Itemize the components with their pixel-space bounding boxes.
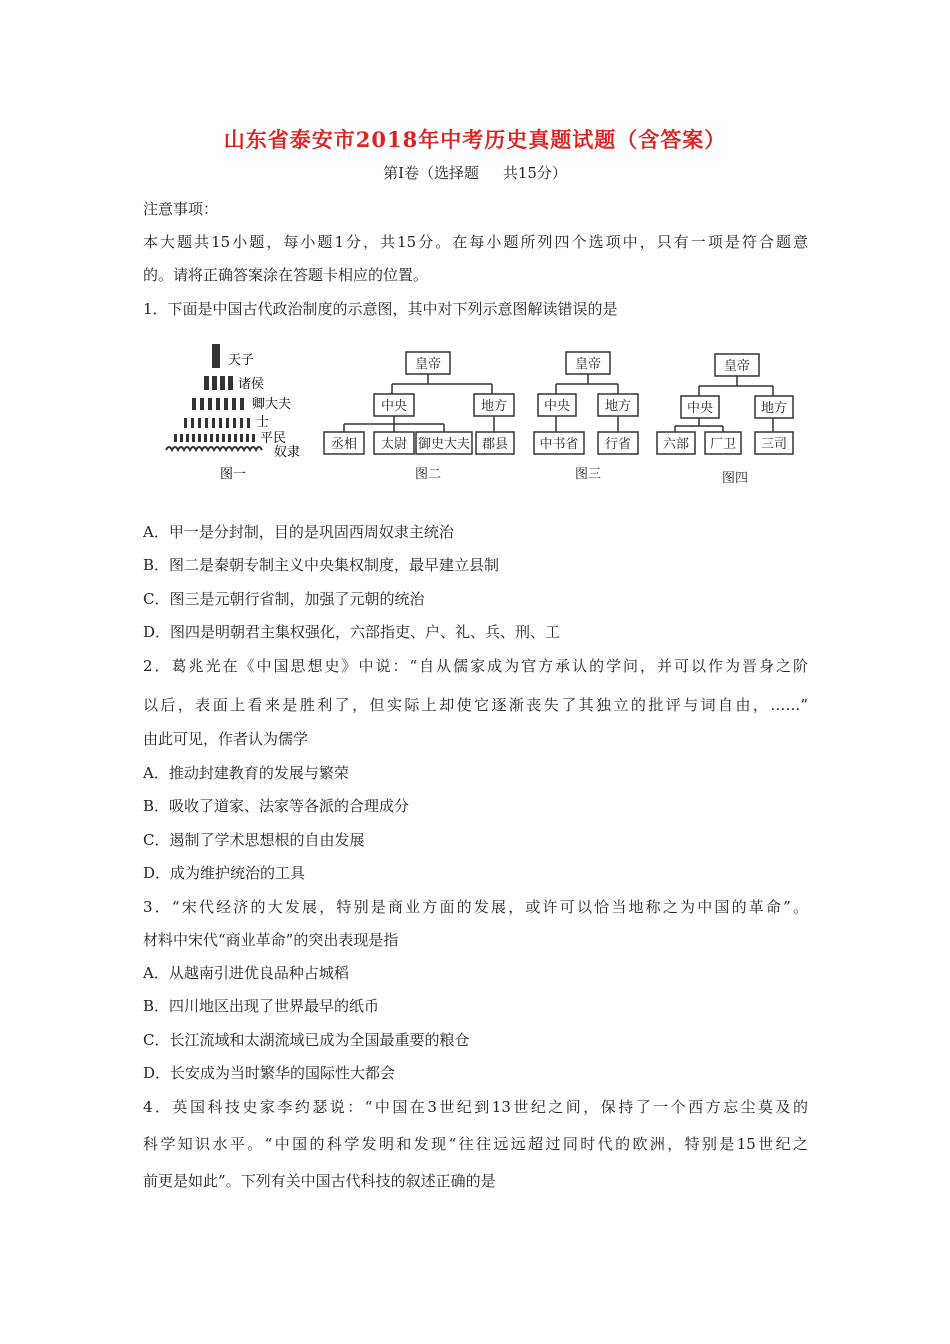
org-node-central: 中央 — [543, 399, 571, 414]
org-node-central: 中央 — [380, 399, 408, 414]
notice-line: 本大题共15小题，每小题1分，共15分。在每小题所列四个选项中，只有一项是符合题意 — [143, 233, 808, 251]
q2-stem: 2．葛兆光在《中国思想史》中说：“自从儒家成为官方承认的学问，并可以作为晋身之阶 — [143, 657, 808, 675]
q4-stem: 前更是如此”。下列有关中国古代科技的叙述正确的是 — [143, 1172, 496, 1190]
option-b: B．吸收了道家、法家等各派的合理成分 — [143, 797, 410, 815]
org-node: 郡县 — [481, 437, 509, 452]
section-heading: 第Ⅰ卷（选择题 共15分） — [383, 164, 567, 182]
option-a: A．推动封建教育的发展与繁荣 — [143, 764, 349, 782]
q2-stem: 以后，表面上看来是胜利了，但实际上却使它逐渐丧失了其独立的批评与词自由，……” — [143, 696, 808, 714]
figure-caption: 图四 — [721, 471, 749, 486]
document-title: 山东省泰安市2018年中考历史真题试题（含答案） — [223, 127, 727, 152]
figure-1-pyramid — [160, 338, 310, 488]
org-node: 丞相 — [330, 437, 358, 452]
q4-stem: 4．英国科技史家李约瑟说：“中国在3世纪到13世纪之间，保持了一个西方忘尘莫及的 — [143, 1098, 808, 1116]
figure-3-yuan-system — [532, 338, 647, 488]
pyramid-level-label: 平民 — [260, 431, 287, 446]
q3-stem: 材料中宋代“商业革命”的突出表现是指 — [143, 931, 399, 949]
option-c: C．遏制了学术思想根的自由发展 — [143, 831, 365, 849]
org-node: 中书省 — [539, 437, 579, 452]
figure-person-icon — [212, 344, 220, 368]
figure-4-ming-system — [655, 338, 805, 488]
pyramid-level-label: 卿大夫 — [252, 397, 292, 412]
figure-caption: 图三 — [574, 467, 602, 482]
option-c: C．长江流域和太湖流域已成为全国最重要的粮仓 — [143, 1031, 470, 1049]
figure-caption: 图一 — [220, 467, 247, 482]
option-a: A．从越南引进优良品种占城稻 — [143, 964, 349, 982]
org-node: 三司 — [760, 437, 788, 452]
q3-stem: 3．“宋代经济的大发展，特别是商业方面的发展，或许可以恰当地称之为中国的革命”。 — [143, 898, 808, 916]
org-node-local: 地方 — [604, 399, 632, 414]
org-node-local: 地方 — [480, 399, 508, 414]
option-b: B．四川地区出现了世界最早的纸币 — [143, 997, 380, 1015]
org-node: 厂卫 — [709, 437, 737, 452]
figure-2-qin-system — [322, 338, 522, 488]
org-node-emperor: 皇帝 — [723, 359, 751, 374]
q2-stem: 由此可见，作者认为儒学 — [143, 730, 309, 748]
pyramid-level-label: 诸侯 — [238, 377, 265, 392]
org-node: 太尉 — [380, 437, 408, 452]
notice-line: 的。请将正确答案涂在答题卡相应的位置。 — [143, 266, 429, 284]
figure-caption: 图二 — [414, 467, 442, 482]
q4-stem: 科学知识水平。“中国的科学发明和发现“往往远远超过同时代的欧洲，特别是15世纪之 — [143, 1135, 808, 1153]
option-c: C．图三是元朝行省制，加强了元朝的统治 — [143, 590, 425, 608]
option-d: D．图四是明朝君主集权强化，六部指吏、户、礼、兵、刑、工 — [143, 623, 561, 641]
option-d: D．成为维护统治的工具 — [143, 864, 306, 882]
org-node: 六部 — [662, 437, 690, 452]
org-node: 行省 — [604, 437, 632, 452]
org-node-central: 中央 — [686, 401, 714, 416]
q1-stem: 1．下面是中国古代政治制度的示意图，其中对下列示意图解读错误的是 — [143, 300, 618, 318]
pyramid-level-label: 天子 — [228, 353, 255, 368]
pyramid-level-label: 士 — [256, 415, 270, 430]
org-node: 御史大夫 — [417, 437, 471, 452]
option-b: B．图二是秦朝专制主义中央集权制度，最早建立县制 — [143, 556, 500, 574]
option-d: D．长安成为当时繁华的国际性大都会 — [143, 1064, 396, 1082]
org-node-emperor: 皇帝 — [414, 357, 442, 372]
org-node-local: 地方 — [760, 401, 788, 416]
org-node-emperor: 皇帝 — [574, 357, 602, 372]
notice-heading: 注意事项： — [143, 200, 219, 218]
option-a: A．甲一是分封制，目的是巩固西周奴隶主统治 — [143, 523, 454, 541]
pyramid-level-label: 奴隶 — [274, 445, 301, 460]
